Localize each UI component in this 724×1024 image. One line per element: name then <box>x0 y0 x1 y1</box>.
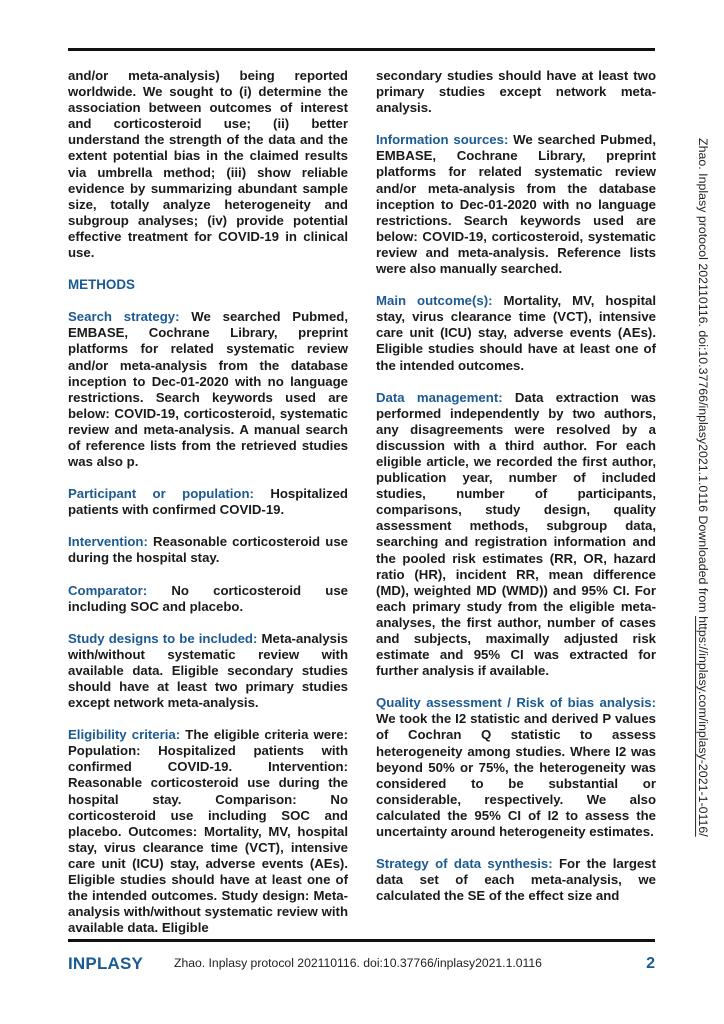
section-label: Information sources: <box>376 132 509 148</box>
section-comparator <box>68 583 348 615</box>
section-label: Strategy of data synthesis: <box>376 856 553 872</box>
section-label: Participant or population: <box>68 486 254 502</box>
methods-heading: METHODS <box>68 277 135 293</box>
side-note-link[interactable]: https://inplasy.com/inplasy-2021-1-0116/ <box>696 616 710 837</box>
section-label: Comparator: <box>68 582 148 598</box>
left-column <box>68 68 348 952</box>
side-download-note <box>696 138 710 837</box>
section-text: Meta-analysis with/without systematic review with available data. Eligible secondary studies should have at least two primary studies except network meta-analysis. <box>68 630 348 711</box>
section-text: No corticosteroid use including SOC and placebo. <box>68 582 348 614</box>
right-column <box>376 68 656 920</box>
section-label: Quality assessment / Risk of bias analysis: <box>376 695 656 711</box>
section-text: Hospitalized patients with confirmed COVID-19. <box>68 486 348 518</box>
header-rule <box>68 48 655 51</box>
right-continuation: secondary studies should have at least two primary studies except network meta-analysis. <box>376 68 656 116</box>
section-label: Main outcome(s): <box>376 293 493 309</box>
footer-rule <box>68 939 655 942</box>
section-text: We took the I2 statistic and derived P values of Cochran Q statistic to assess heterogeneity among studies. Where I2 was beyond 50% or 75%, the heterogeneity was considered to be substantial or considerable, respectively. We also calculated the 95% CI of I2 to assess the uncertainty around heterogeneity estimates. <box>376 711 656 840</box>
footer-citation: Zhao. Inplasy protocol 202110116. doi:10.37766/inplasy2021.1.0116 <box>174 956 542 970</box>
section-participant <box>68 486 348 518</box>
section-text: The eligible criteria were: Population: Hospitalized patients with confirmed COVID-19. Intervention: Reasonable corticosteroid use during the hospital stay. Comparison: No corticosteroid use including SOC and placebo. Outcomes: Mortality, MV, hospital stay, virus clearance time (VCT), intensive care unit (ICU) stay, adverse events (AEs). Eligible studies should have at least one of the intended outcomes. Study design: Meta-analysis with/without systematic review with available data. Eligible <box>68 727 348 936</box>
section-search-strategy <box>68 309 348 470</box>
side-note-text: Zhao. Inplasy protocol 202110116. doi:10.37766/inplasy2021.1.0116 Downloaded from <box>696 138 710 617</box>
section-text: Reasonable corticosteroid use during the hospital stay. <box>68 534 348 566</box>
section-text: We searched Pubmed, EMBASE, Cochrane Library, preprint platforms for related systematic review and/or meta-analysis from the database inception to Dec-01-2020 with no language restrictions. Search keywords used are below: COVID-19, corticosteroid, systematic review and meta-analysis. Reference lists were also manually searched. <box>376 132 656 277</box>
section-information-sources <box>376 132 656 277</box>
section-text: We searched Pubmed, EMBASE, Cochrane Library, preprint platforms for related systematic review and/or meta-analysis from the database inception to Dec-01-2020 with no language restrictions. Search keywords used are below: COVID-19, corticosteroid, systematic review and meta-analysis. A manual search of reference lists from the retrieved studies was also p. <box>68 309 348 470</box>
section-study-designs <box>68 631 348 711</box>
section-data-synthesis <box>376 856 656 904</box>
section-intervention <box>68 534 348 566</box>
section-quality-assessment <box>376 695 656 840</box>
section-data-management <box>376 390 656 680</box>
page-footer <box>68 954 655 978</box>
section-main-outcomes <box>376 293 656 373</box>
section-label: Intervention: <box>68 534 148 550</box>
section-label: Data management: <box>376 389 503 405</box>
intro-continuation: and/or meta-analysis) being reported worldwide. We sought to (i) determine the association between outcomes of interest and corticosteroid use; (ii) better understand the strength of the data and the extent potential bias in the claimed results via umbrella method; (iii) show reliable evidence by summarizing abundant sample size, totally analyze heterogeneity and subgroup analyses; (iv) provide potential effective treatment for COVID-19 in clinical use. <box>68 68 348 261</box>
section-text: Mortality, MV, hospital stay, virus clearance time (VCT), intensive care unit (ICU) stay, adverse events (AEs). Eligible studies should have at least one of the intended outcomes. <box>376 293 656 373</box>
section-eligibility <box>68 727 348 936</box>
footer-brand-logo: INPLASY <box>68 954 144 973</box>
section-label: Eligibility criteria: <box>68 727 181 743</box>
page-number: 2 <box>646 955 655 972</box>
section-label: Study designs to be included: <box>68 630 258 646</box>
section-text: For the largest data set of each meta-analysis, we calculated the SE of the effect size and <box>376 856 656 904</box>
section-label: Search strategy: <box>68 309 180 325</box>
section-text: Data extraction was performed independently by two authors, any disagreements were resolved by a discussion with a third author. For each eligible article, we recorded the first author, publication year, number of included studies, number of participants, comparisons, study design, quality assessment methods, subgroup data, searching and registration information and the pooled risk estimates (RR, OR, hazard ratio (HR), incident RR, mean difference (MD), weighted MD (WMD)) and 95% CI. For each primary study from the eligible meta-analyses, the first author, number of cases and subjects, maximally adjusted risk estimate and 95% CI was extracted for further analysis if available. <box>376 389 656 679</box>
